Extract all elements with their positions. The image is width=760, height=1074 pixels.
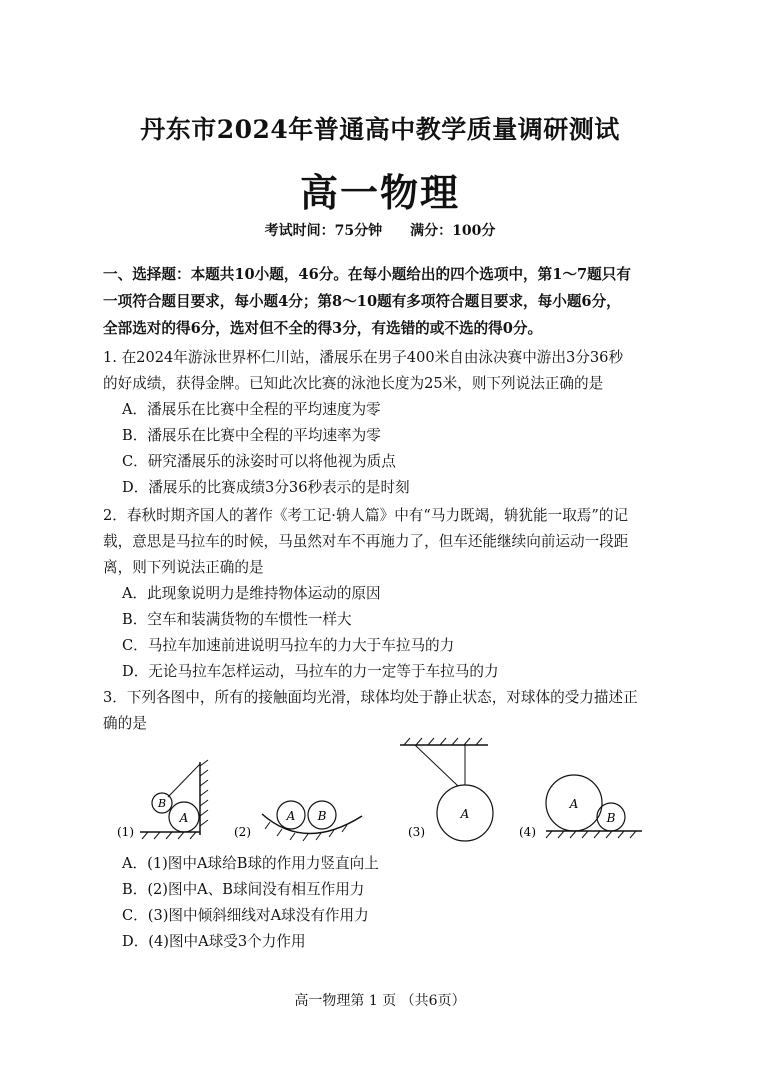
figure-3-slanted-string: [415, 745, 458, 786]
figure-1-label-a: A: [179, 811, 189, 825]
figure-3-label-a: A: [460, 807, 470, 821]
figure-1-label-b: B: [157, 797, 167, 810]
q3-option-c: C．(3)图中倾斜细线对A球没有作用力: [122, 907, 369, 924]
q2-option-b: B．空车和装满货物的车惯性一样大: [122, 611, 352, 628]
figure-1-ground-hatch: [142, 832, 196, 839]
figure-3: [400, 738, 493, 841]
q1-stem-line: 1. 在2024年游泳世界杯仁川站，潘展乐在男子400米自由泳决赛中游出3分36秒: [103, 349, 624, 366]
section-instruction-line: 一、选择题：本题共10小题，46分。在每小题给出的四个选项中，第1～7题只有: [103, 266, 631, 283]
exam-score: 满分：100分: [410, 223, 496, 239]
subject-title: 高一物理: [299, 170, 460, 215]
q1-option-b: B．潘展乐在比赛中全程的平均速率为零: [122, 427, 381, 444]
q1-stem-line: 的好成绩，获得金牌。已知此次比赛的泳池长度为25米，则下列说法正确的是: [103, 375, 604, 392]
figure-1-rope: [168, 764, 200, 797]
q3-option-d: D．(4)图中A球受3个力作用: [122, 933, 306, 950]
q3-stem-line: 确的是: [103, 715, 147, 732]
q2-option-c: C．马拉车加速前进说明马拉车的力大于车拉马的力: [122, 637, 455, 654]
figure-3-ceiling-hatch: [404, 738, 482, 745]
q3-option-a: A．(1)图中A球给B球的作用力竖直向上: [122, 855, 379, 872]
q2-stem-line: 2．春秋时期齐国人的著作《考工记·辀人篇》中有“马力既竭，辀犹能一取焉”的记: [103, 507, 629, 524]
figure-1: [117, 760, 208, 839]
figure-2-label-b: B: [317, 809, 327, 823]
page-footer: 高一物理第 1 页 （共6页）: [294, 993, 466, 1009]
figure-4-label-b: B: [606, 811, 616, 825]
figure-4: [519, 775, 642, 839]
q2-stem-line: 载，意思是马拉车的时候，马虽然对车不再施力了，但车还能继续向前运动一段距: [103, 533, 629, 550]
figure-4-ground-hatch: [546, 831, 636, 838]
q2-option-d: D．无论马拉车怎样运动，马拉车的力一定等于车拉马的力: [122, 663, 499, 680]
exam-time: 考试时间：75分钟: [264, 223, 383, 239]
figure-4-label-a: A: [569, 797, 579, 811]
figure-2: [234, 801, 362, 841]
q2-option-a: A．此现象说明力是维持物体运动的原因: [122, 585, 381, 602]
figure-2-number: (2): [234, 825, 251, 839]
q1-option-a: A．潘展乐在比赛中全程的平均速度为零: [122, 401, 381, 418]
figure-1-wall-hatch: [200, 760, 208, 826]
exam-info: [0, 220, 760, 240]
figure-3-number: (3): [408, 825, 425, 839]
q1-option-d: D．潘展乐的比赛成绩3分36秒表示的是时刻: [122, 479, 410, 496]
figure-4-number: (4): [519, 825, 536, 839]
q2-stem-line: 离，则下列说法正确的是: [103, 559, 264, 576]
q1-option-c: C．研究潘展乐的泳姿时可以将他视为质点: [122, 453, 396, 470]
exam-title: 丹东市2024年普通高中教学质量调研测试: [140, 115, 620, 144]
figure-2-label-a: A: [286, 809, 296, 823]
q3-stem-line: 3．下列各图中，所有的接触面均光滑，球体均处于静止状态，对球体的受力描述正: [103, 689, 638, 706]
q3-option-b: B．(2)图中A、B球间没有相互作用力: [122, 881, 365, 898]
section-instruction-line: 全部选对的得6分，选对但不全的得3分，有选错的或不选的得0分。: [103, 320, 543, 337]
q3-figures: [0, 735, 760, 845]
figure-1-number: (1): [117, 825, 134, 839]
section-instruction-line: 一项符合题目要求，每小题4分；第8～10题有多项符合题目要求，每小题6分，: [103, 293, 621, 310]
